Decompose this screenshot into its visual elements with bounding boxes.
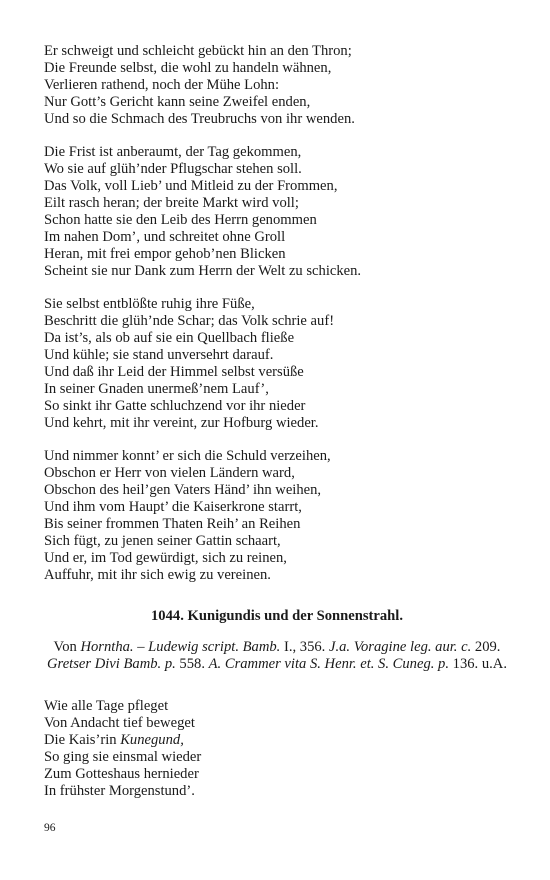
verse-line: Das Volk, voll Lieb’ und Mitleid zu der Frommen, bbox=[44, 178, 338, 194]
citation-italic: J.a. Voragine leg. aur. c. bbox=[328, 639, 472, 655]
poem-stanza bbox=[44, 698, 510, 800]
page-number: 96 bbox=[44, 822, 56, 834]
verse-line: Die Frist ist anberaumt, der Tag gekommen, bbox=[44, 144, 302, 160]
verse-line: Beschritt die glüh’nde Schar; das Volk schrie auf! bbox=[44, 313, 335, 329]
verse-line: So ging sie einsmal wieder bbox=[44, 749, 202, 765]
verse-line: Bis seiner frommen Thaten Reih’ an Reihen bbox=[44, 516, 301, 532]
verse-line bbox=[44, 732, 510, 749]
verse-name-italic: Kunegund, bbox=[120, 732, 184, 748]
verse-line: Eilt rasch heran; der breite Markt wird voll; bbox=[44, 195, 299, 211]
verse-line: Sie selbst entblößte ruhig ihre Füße, bbox=[44, 296, 255, 312]
citation-text: 209. bbox=[471, 639, 501, 655]
verse-line: Nur Gott’s Gericht kann seine Zweifel enden, bbox=[44, 94, 311, 110]
verse-line: Auffuhr, mit ihr sich ewig zu vereinen. bbox=[44, 567, 271, 583]
verse-line: In frühster Morgenstund’. bbox=[44, 783, 195, 799]
citation-text: 558. bbox=[175, 656, 209, 672]
verse-line: Obschon des heil’gen Vaters Händ’ ihn weihen, bbox=[44, 482, 322, 498]
verse-line: Verlieren rathend, noch der Mühe Lohn: bbox=[44, 77, 280, 93]
verse-line: Und daß ihr Leid der Himmel selbst versüße bbox=[44, 364, 304, 380]
verse-line: Im nahen Dom’, und schreitet ohne Groll bbox=[44, 229, 286, 245]
stanza-4 bbox=[44, 448, 510, 584]
verse-line: So sinkt ihr Gatte schluchzend vor ihr nieder bbox=[44, 398, 306, 414]
citation-italic: Horntha. – Ludewig script. Bamb. bbox=[80, 639, 281, 655]
verse-line: Wie alle Tage pfleget bbox=[44, 698, 169, 714]
verse-text: Die Kais’rin bbox=[44, 732, 121, 748]
verse-line: Sich fügt, zu jenen seiner Gattin schaart, bbox=[44, 533, 281, 549]
verse-line: Wo sie auf glüh’nder Pflugschar stehen soll. bbox=[44, 161, 302, 177]
verse-line: Von Andacht tief beweget bbox=[44, 715, 195, 731]
verse-line: Obschon er Herr von vielen Ländern ward, bbox=[44, 465, 295, 481]
citation-text: 136. u.A. bbox=[449, 656, 507, 672]
citation-italic: Gretser Divi Bamb. p. bbox=[47, 656, 176, 672]
verse-line: Da ist’s, als ob auf sie ein Quellbach fließe bbox=[44, 330, 295, 346]
verse-line: Und ihm vom Haupt’ die Kaiserkrone starrt, bbox=[44, 499, 302, 515]
citation-text: Von bbox=[53, 639, 81, 655]
verse-line: Und kühle; sie stand unversehrt darauf. bbox=[44, 347, 274, 363]
verse-line: Scheint sie nur Dank zum Herrn der Welt zu schicken. bbox=[44, 263, 362, 279]
verse-line: Und nimmer konnt’ er sich die Schuld verzeihen, bbox=[44, 448, 331, 464]
verse-line: Und er, im Tod gewürdigt, sich zu reinen, bbox=[44, 550, 287, 566]
stanza-2 bbox=[44, 144, 510, 280]
citation-italic: A. Crammer vita S. Henr. et. S. Cuneg. p. bbox=[208, 656, 449, 672]
source-citation bbox=[44, 639, 510, 673]
verse-line: In seiner Gnaden unermeß’nem Lauf’, bbox=[44, 381, 269, 397]
stanza-1 bbox=[44, 43, 510, 128]
stanza-3 bbox=[44, 296, 510, 432]
section-heading: 1044. Kunigundis und der Sonnenstrahl. bbox=[151, 608, 403, 624]
verse-line: Er schweigt und schleicht gebückt hin an den Thron; bbox=[44, 43, 352, 59]
verse-line: Die Freunde selbst, die wohl zu handeln wähnen, bbox=[44, 60, 332, 76]
verse-line: Zum Gotteshaus hernieder bbox=[44, 766, 199, 782]
verse-line: Schon hatte sie den Leib des Herrn genommen bbox=[44, 212, 317, 228]
verse-line: Und so die Schmach des Treubruchs von ihr wenden. bbox=[44, 111, 355, 127]
verse-line: Und kehrt, mit ihr vereint, zur Hofburg wieder. bbox=[44, 415, 319, 431]
verse-line: Heran, mit frei empor gehob’nen Blicken bbox=[44, 246, 286, 262]
citation-text: I., 356. bbox=[280, 639, 329, 655]
